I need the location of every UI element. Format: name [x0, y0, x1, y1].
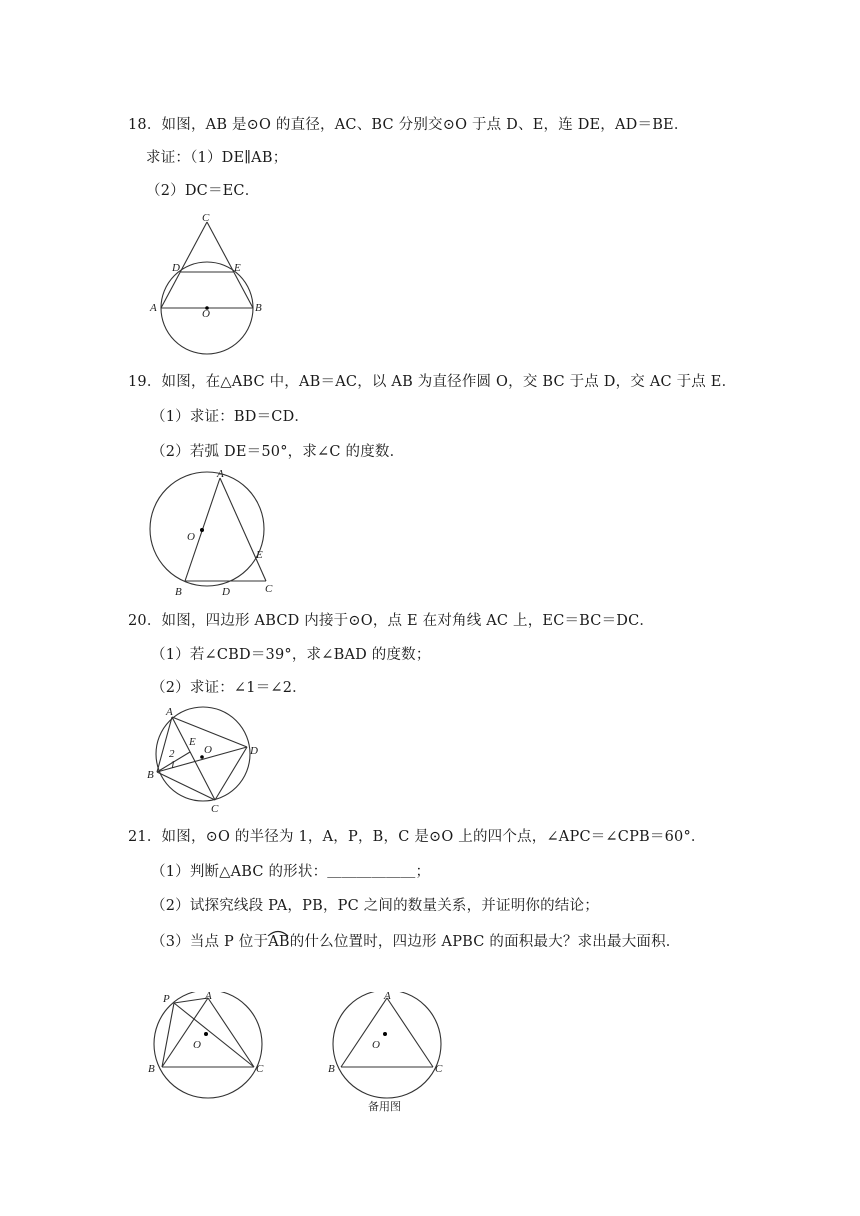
- q21-backup-caption: 备用图: [368, 1100, 401, 1113]
- q19-circle: [150, 472, 264, 586]
- q18-side-bc: [207, 222, 253, 308]
- q20-figure: [145, 702, 265, 812]
- q21-part2: （2）试探究线段 PA，PB，PC 之间的数量关系，并证明你的结论；: [151, 898, 599, 914]
- q21-backup-center-dot: [383, 1032, 387, 1036]
- q20-label-b: B: [147, 769, 154, 781]
- q20-part2: （2）求证：∠1＝∠2．: [151, 680, 307, 696]
- q20-angle-2-label: 2: [169, 748, 175, 760]
- q21-main-circle: [154, 992, 262, 1098]
- q21-backup-side-ab: [341, 998, 387, 1067]
- q20-stem: 20．如图，四边形 ABCD 内接于⊙O，点 E 在对角线 AC 上，EC＝BC＝DC．: [128, 613, 655, 629]
- q19-center-dot: [200, 528, 204, 532]
- arc-symbol-icon: [267, 929, 289, 937]
- q19-label-b: B: [175, 586, 182, 598]
- q18-stem: 18．如图，AB 是⊙O 的直径，AC、BC 分别交⊙O 于点 D、E，连 DE，AD＝BE．: [128, 117, 689, 133]
- q21-main-label-p: P: [163, 993, 170, 1005]
- q21-figure-main: [145, 992, 275, 1112]
- q18-label-d: D: [172, 262, 180, 274]
- q21-arc-ab: [268, 934, 290, 950]
- q19-figure: [145, 468, 285, 598]
- q18-label-c: C: [202, 212, 210, 224]
- q21-part3-suffix: 的什么位置时，四边形 APBC 的面积最大？求出最大面积．: [289, 934, 681, 950]
- q19-label-e: E: [256, 549, 263, 561]
- q18-part2: （2）DC＝EC．: [146, 183, 260, 199]
- q20-label-e: E: [189, 736, 196, 748]
- q20-side-ad: [172, 717, 247, 747]
- q21-backup-label-a: A: [384, 992, 391, 1002]
- q20-label-a: A: [166, 706, 173, 718]
- q21-figure-backup: [325, 992, 455, 1102]
- q18-label-o: O: [202, 308, 210, 320]
- q19-label-o: O: [187, 531, 195, 543]
- q20-angle-1-label: 1: [170, 759, 176, 771]
- q18-side-ac: [161, 222, 207, 308]
- q18-label-a: A: [150, 302, 157, 314]
- q18-figure: [145, 210, 285, 360]
- q21-main-segment-pc: [174, 1003, 254, 1067]
- q19-part2: （2）若弧 DE＝50°，求∠C 的度数．: [151, 444, 405, 460]
- q18-part1: 求证：（1）DE∥AB；: [146, 150, 288, 166]
- q21-main-label-o: O: [193, 1039, 201, 1051]
- q20-label-c: C: [211, 803, 219, 812]
- q21-part3-prefix: （3）当点 P 位于: [151, 934, 269, 950]
- q21-main-label-c: C: [256, 1063, 264, 1075]
- q19-label-a: A: [217, 468, 224, 480]
- q20-side-cb: [157, 772, 215, 800]
- q18-label-e: E: [234, 262, 241, 274]
- q21-main-center-dot: [204, 1032, 208, 1036]
- q21-main-side-ca: [208, 998, 254, 1067]
- q19-label-d: D: [222, 586, 230, 598]
- q18-label-b: B: [255, 302, 262, 314]
- q19-stem: 19．如图，在△ABC 中，AB＝AC，以 AB 为直径作圆 O，交 BC 于点 D，交 AC 于点 E．: [128, 374, 737, 390]
- q21-arc-ab-label: AB: [268, 934, 290, 950]
- q21-main-label-b: B: [148, 1063, 155, 1075]
- q21-stem: 21．如图，⊙O 的半径为 1，A，P，B，C 是⊙O 上的四个点，∠APC＝∠CPB＝60°．: [128, 829, 706, 845]
- q21-backup-side-ca: [387, 998, 433, 1067]
- q21-backup-label-o: O: [372, 1039, 380, 1051]
- q20-part1: （1）若∠CBD＝39°，求∠BAD 的度数；: [151, 647, 431, 663]
- q20-label-o: O: [204, 744, 212, 756]
- q20-label-d: D: [250, 745, 258, 757]
- q21-main-label-a: A: [205, 992, 212, 1002]
- q21-backup-label-c: C: [435, 1063, 443, 1075]
- q19-label-c: C: [265, 583, 273, 595]
- q21-backup-label-b: B: [328, 1063, 335, 1075]
- q21-backup-circle: [333, 992, 441, 1098]
- q19-part1: （1）求证：BD＝CD．: [151, 409, 310, 425]
- q21-part3: [151, 930, 681, 951]
- q19-side-ac: [220, 478, 266, 581]
- q21-part1: （1）判断△ABC 的形状：＿＿＿＿＿＿；: [151, 864, 431, 880]
